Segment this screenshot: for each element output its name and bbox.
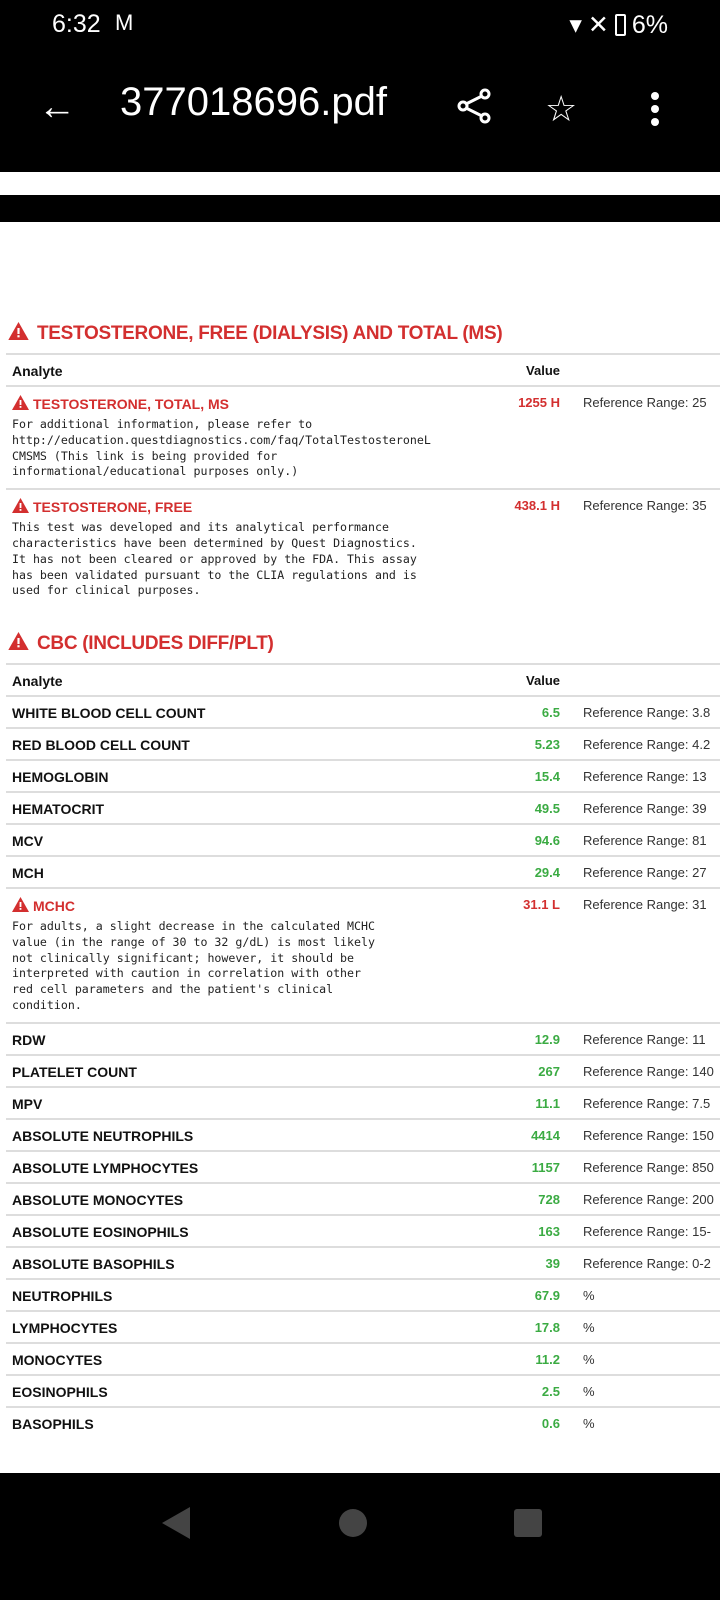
result-value: 438.1 H	[514, 498, 560, 514]
result-value: 12.9	[534, 1031, 560, 1047]
analyte-label: MONOCYTES	[12, 1351, 103, 1368]
analyte-label: ABSOLUTE NEUTROPHILS	[12, 1127, 194, 1144]
back-nav-icon[interactable]	[160, 1505, 192, 1546]
analyte-label: RED BLOOD CELL COUNT	[12, 737, 190, 753]
result-value: 0.6	[541, 1415, 560, 1431]
analyte-label: ABSOLUTE MONOCYTES	[12, 1191, 184, 1208]
analyte-label: LYMPHOCYTES	[12, 1319, 118, 1336]
reference-range: %	[583, 1351, 595, 1367]
analyte-name	[12, 1256, 175, 1272]
reference-range: Reference Range: 35	[583, 498, 707, 514]
reference-range: Reference Range: 25	[583, 395, 707, 410]
section-title	[8, 632, 274, 655]
result-value: 11.2	[535, 1351, 560, 1367]
analyte-label: HEMATOCRIT	[12, 801, 105, 817]
star-icon[interactable]: ☆	[545, 88, 578, 129]
analyte-label: RDW	[12, 1031, 46, 1048]
warning-icon	[12, 396, 33, 412]
reference-range: Reference Range: 13	[583, 769, 707, 784]
analyte-label: ABSOLUTE BASOPHILS	[12, 1255, 175, 1272]
analyte-name	[12, 395, 229, 412]
analyte-name	[12, 801, 104, 817]
result-value: 11.1	[535, 1095, 560, 1111]
table-row	[6, 759, 720, 791]
table-row	[6, 727, 720, 759]
analyte-name	[12, 1096, 42, 1112]
pdf-page[interactable]	[0, 222, 720, 1473]
result-value: 67.9	[534, 1287, 560, 1303]
table-row	[6, 1118, 720, 1150]
reference-range: Reference Range: 27	[583, 865, 707, 880]
home-nav-icon[interactable]	[338, 1505, 368, 1546]
result-value: 15.4	[534, 769, 560, 784]
analyte-label: BASOPHILS	[12, 1415, 94, 1432]
reference-range: Reference Range: 150	[583, 1127, 714, 1143]
table-row	[6, 1086, 720, 1118]
section-title-text: TESTOSTERONE, FREE (DIALYSIS) AND TOTAL (MS)	[37, 323, 503, 344]
status-bar	[0, 0, 720, 50]
result-value: 4414	[531, 1127, 560, 1143]
reference-range: Reference Range: 15-	[583, 1223, 711, 1239]
result-value: 267	[538, 1063, 560, 1079]
table-header	[6, 663, 720, 695]
analyte-name	[12, 1352, 102, 1368]
reference-range: %	[583, 1287, 595, 1303]
analyte-label: TESTOSTERONE, TOTAL, MS	[33, 396, 230, 412]
result-value: 29.4	[534, 865, 560, 880]
battery-icon	[615, 14, 626, 36]
table-row	[6, 1022, 720, 1054]
table-row	[6, 855, 720, 887]
table-row	[6, 791, 720, 823]
result-value: 1255 H	[518, 395, 560, 410]
section-title	[8, 322, 502, 345]
reference-range: Reference Range: 200	[583, 1191, 714, 1207]
table-row	[6, 1246, 720, 1278]
battery-percent: 6%	[631, 10, 668, 39]
section-title-text: CBC (INCLUDES DIFF/PLT)	[37, 633, 274, 654]
analyte-label: MCH	[12, 865, 44, 881]
table-row	[6, 695, 720, 727]
table-row	[6, 1374, 720, 1406]
result-note: For additional information, please refer to http://education.questdiagnostics.com/faq/TotalTestosteroneL CMSMS (This link is being provided for informational/educational purposes only.)	[12, 417, 431, 479]
analyte-label: ABSOLUTE LYMPHOCYTES	[12, 1159, 199, 1176]
result-value: 1157	[531, 1159, 560, 1175]
table-row	[6, 887, 720, 1022]
recents-nav-icon[interactable]	[513, 1505, 543, 1546]
result-value: 39	[545, 1255, 560, 1271]
analyte-name	[12, 1192, 183, 1208]
result-value: 31.1 L	[523, 897, 560, 912]
analyte-name	[12, 1384, 108, 1400]
gmail-icon: M	[115, 10, 134, 35]
warning-icon	[12, 499, 33, 515]
analyte-name	[12, 1288, 112, 1304]
results-table	[6, 353, 720, 607]
analyte-label: EOSINOPHILS	[12, 1383, 108, 1400]
result-value: 728	[538, 1191, 560, 1207]
reference-range: Reference Range: 11	[583, 1031, 706, 1047]
table-row	[6, 1150, 720, 1182]
reference-range: Reference Range: 39	[583, 801, 707, 816]
result-value: 6.5	[541, 705, 560, 720]
reference-range: Reference Range: 850	[583, 1159, 714, 1175]
analyte-label: ABSOLUTE EOSINOPHILS	[12, 1223, 189, 1240]
result-value: 49.5	[534, 801, 560, 816]
results-table	[6, 663, 720, 1438]
reference-range: Reference Range: 31	[583, 897, 707, 912]
page-separator	[0, 195, 720, 222]
reference-range: Reference Range: 7.5	[583, 1095, 711, 1111]
analyte-label: WHITE BLOOD CELL COUNT	[12, 705, 206, 721]
result-value: 94.6	[534, 833, 560, 848]
result-value: 17.8	[534, 1319, 560, 1335]
reference-range: Reference Range: 0-2	[583, 1255, 711, 1271]
analyte-label: NEUTROPHILS	[12, 1287, 113, 1304]
table-row	[6, 1310, 720, 1342]
table-row	[6, 385, 720, 488]
analyte-name	[12, 1160, 198, 1176]
document-title: 377018696.pdf	[120, 80, 387, 124]
analyte-label: HEMOGLOBIN	[12, 769, 109, 785]
table-row	[6, 1406, 720, 1438]
app-bar	[0, 50, 720, 172]
wifi-icon: ▾	[569, 11, 582, 39]
analyte-name	[12, 1320, 117, 1336]
analyte-name	[12, 865, 44, 881]
clock: 6:32	[52, 10, 101, 38]
table-row	[6, 1278, 720, 1310]
reference-range: Reference Range: 81	[583, 833, 707, 848]
reference-range: %	[583, 1383, 595, 1399]
result-note: For adults, a slight decrease in the calculated MCHC value (in the range of 30 to 32 g/dL) is most likely not clinically significant; however, it should be interpreted with caution in correlation with other red cell parameters and the patient's clinical condition.	[12, 919, 375, 1012]
analyte-header: Analyte	[12, 363, 63, 379]
share-icon[interactable]	[455, 86, 495, 135]
analyte-name	[12, 769, 108, 785]
analyte-name	[12, 1064, 137, 1080]
reference-range: Reference Range: 3.8	[583, 705, 711, 720]
back-arrow-icon[interactable]: ←	[38, 86, 76, 128]
analyte-name	[12, 897, 75, 914]
analyte-label: MCHC	[33, 898, 75, 914]
result-note: This test was developed and its analytical performance characteristics have been determined by Quest Diagnostics. It has not been cleared or approved by the FDA. This assay has been validated pursuant to the CLIA regulations and is used for clinical purposes.	[12, 520, 417, 598]
analyte-label: MPV	[12, 1095, 43, 1112]
table-row	[6, 823, 720, 855]
reference-range: %	[583, 1415, 595, 1431]
analyte-name	[12, 1032, 45, 1048]
reference-range: Reference Range: 4.2	[583, 737, 711, 752]
warning-icon	[12, 898, 33, 914]
table-row	[6, 1342, 720, 1374]
analyte-header: Analyte	[12, 673, 63, 689]
analyte-name	[12, 1128, 193, 1144]
analyte-name	[12, 1416, 94, 1432]
analyte-label: PLATELET COUNT	[12, 1063, 137, 1080]
result-value: 2.5	[541, 1383, 560, 1399]
analyte-name	[12, 705, 205, 721]
more-options-icon[interactable]	[640, 90, 670, 139]
result-value: 163	[538, 1223, 560, 1239]
reference-range: Reference Range: 140	[583, 1063, 714, 1079]
analyte-label: TESTOSTERONE, FREE	[33, 499, 193, 516]
analyte-name	[12, 737, 190, 753]
analyte-name	[12, 1224, 189, 1240]
result-value: 5.23	[534, 737, 560, 752]
table-row	[6, 488, 720, 607]
value-header: Value	[526, 363, 560, 378]
value-header: Value	[526, 673, 560, 688]
navigation-bar	[0, 1473, 720, 1600]
analyte-label: MCV	[12, 833, 44, 849]
analyte-name	[12, 833, 43, 849]
table-row	[6, 1214, 720, 1246]
table-row	[6, 1182, 720, 1214]
no-signal-icon: ✕	[587, 11, 609, 39]
table-row	[6, 1054, 720, 1086]
analyte-name	[12, 498, 192, 515]
table-header	[6, 353, 720, 385]
reference-range: %	[583, 1319, 595, 1335]
